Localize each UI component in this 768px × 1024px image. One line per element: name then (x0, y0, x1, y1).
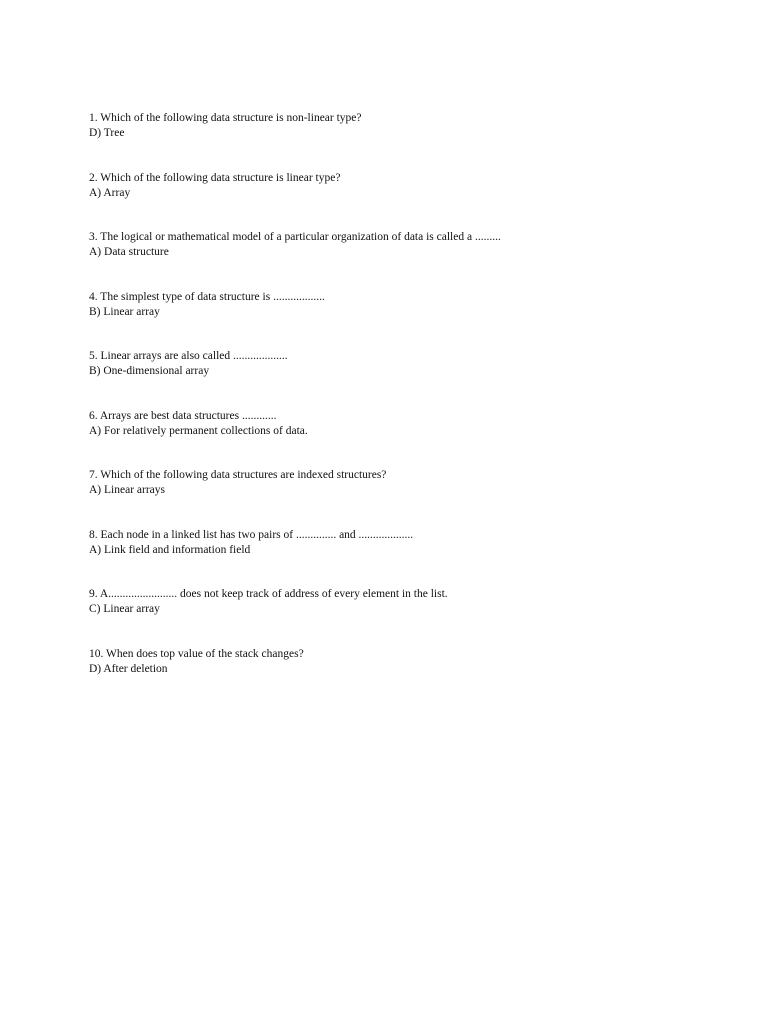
question-item-6 (89, 409, 709, 469)
answer-text: B) Linear array (89, 305, 160, 318)
question-item-5 (89, 349, 709, 409)
answer-text: C) Linear array (89, 603, 160, 615)
answer-text: A) Data structure (89, 246, 169, 258)
question-text: 7. Which of the following data structures are indexed structures? (89, 469, 387, 481)
question-text: 2. Which of the following data structure is linear type? (89, 171, 341, 184)
question-text: 10. When does top value of the stack changes? (89, 647, 304, 660)
answer-text: A) Array (89, 186, 131, 199)
question-text: 9. A........................ does not keep track of address of every element in the list. (89, 588, 448, 600)
question-answer-list (89, 111, 709, 706)
question-text: 4. The simplest type of data structure is .................. (89, 290, 325, 303)
question-item-3 (89, 230, 709, 290)
question-item-9 (89, 587, 709, 647)
question-item-10 (89, 647, 709, 707)
question-text: 5. Linear arrays are also called ................... (89, 350, 288, 362)
question-item-1 (89, 111, 709, 171)
question-text: 6. Arrays are best data structures ............ (89, 409, 277, 422)
question-text: 3. The logical or mathematical model of a particular organization of data is called a ......... (89, 231, 501, 243)
question-item-4 (89, 290, 709, 350)
answer-text: A) Link field and information field (89, 543, 251, 556)
question-item-8 (89, 528, 709, 588)
question-text: 1. Which of the following data structure is non-linear type? (89, 112, 362, 124)
answer-text: A) For relatively permanent collections of data. (89, 424, 308, 437)
answer-text: A) Linear arrays (89, 484, 165, 496)
question-item-2 (89, 171, 709, 231)
answer-text: B) One-dimensional array (89, 365, 210, 377)
answer-text: D) After deletion (89, 662, 168, 675)
question-item-7 (89, 468, 709, 528)
answer-text: D) Tree (89, 127, 125, 139)
question-text: 8. Each node in a linked list has two pairs of .............. and ................... (89, 528, 414, 541)
